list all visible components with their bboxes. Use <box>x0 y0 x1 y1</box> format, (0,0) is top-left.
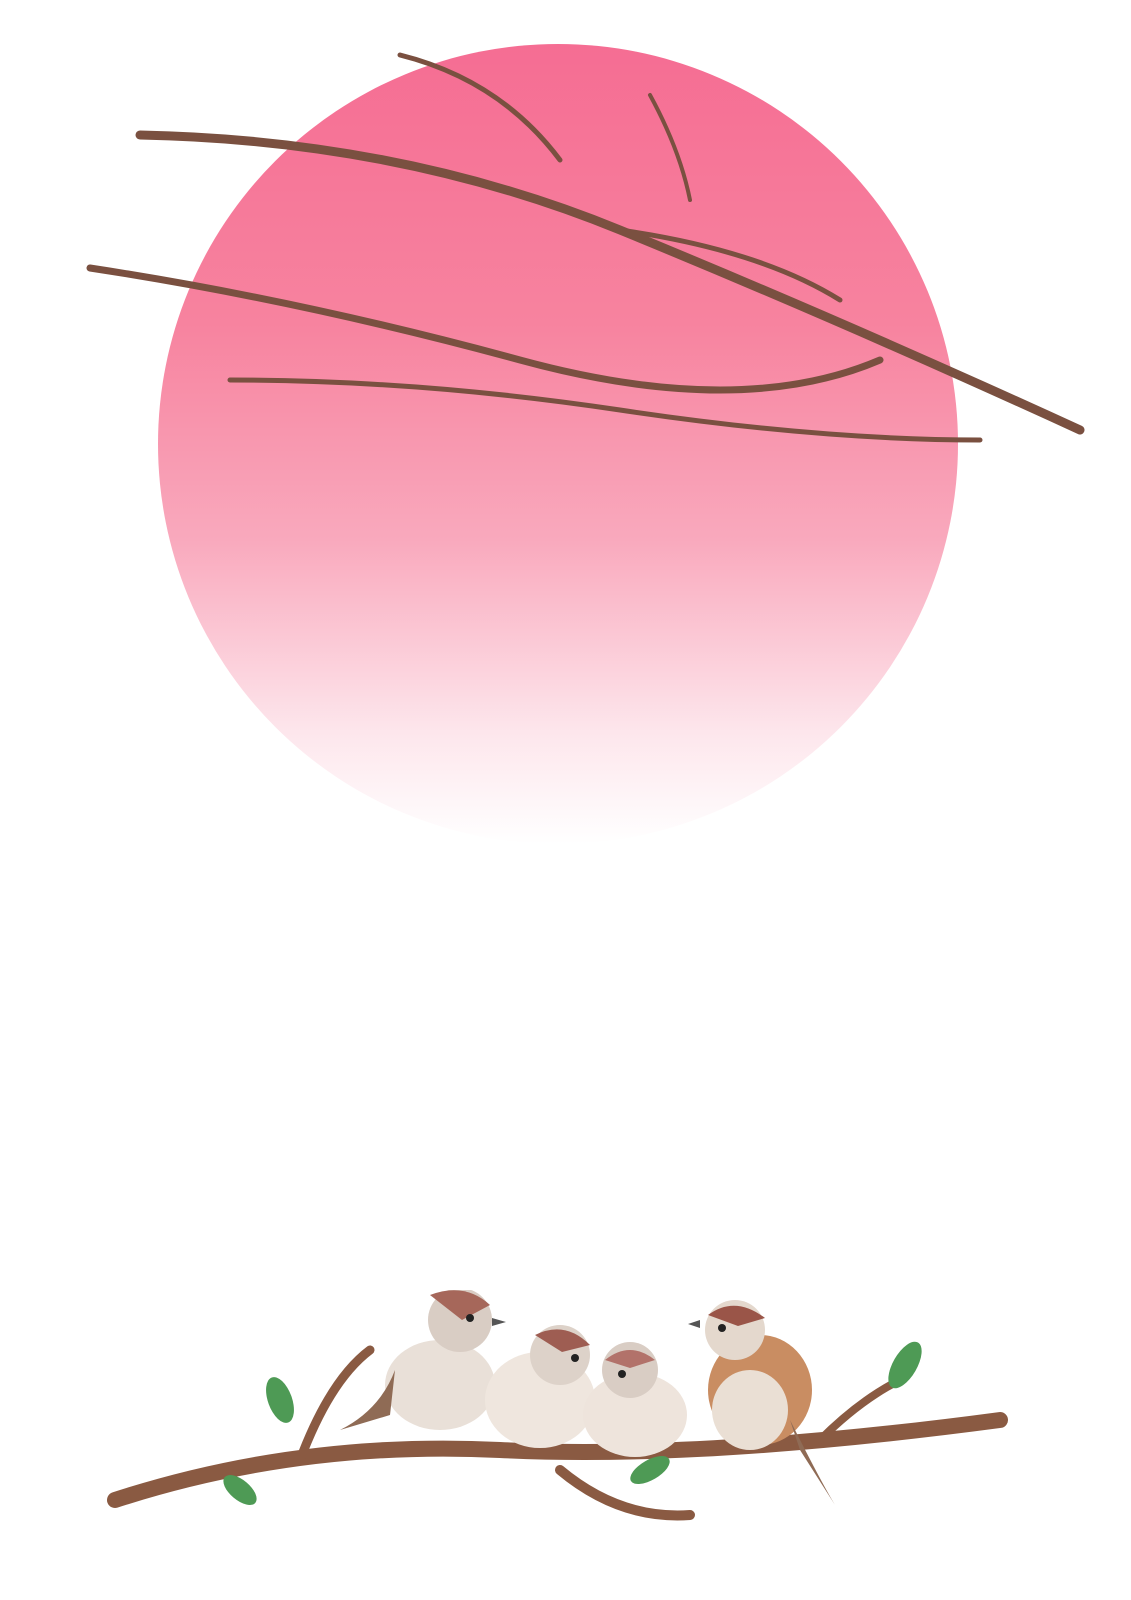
sparrow-4 <box>688 1300 835 1505</box>
cherry-blossom-branch-illustration <box>0 0 1131 560</box>
sparrows-on-branch-illustration <box>0 1290 1131 1600</box>
sparrow-2 <box>485 1325 595 1448</box>
sparrow-3 <box>583 1342 687 1457</box>
